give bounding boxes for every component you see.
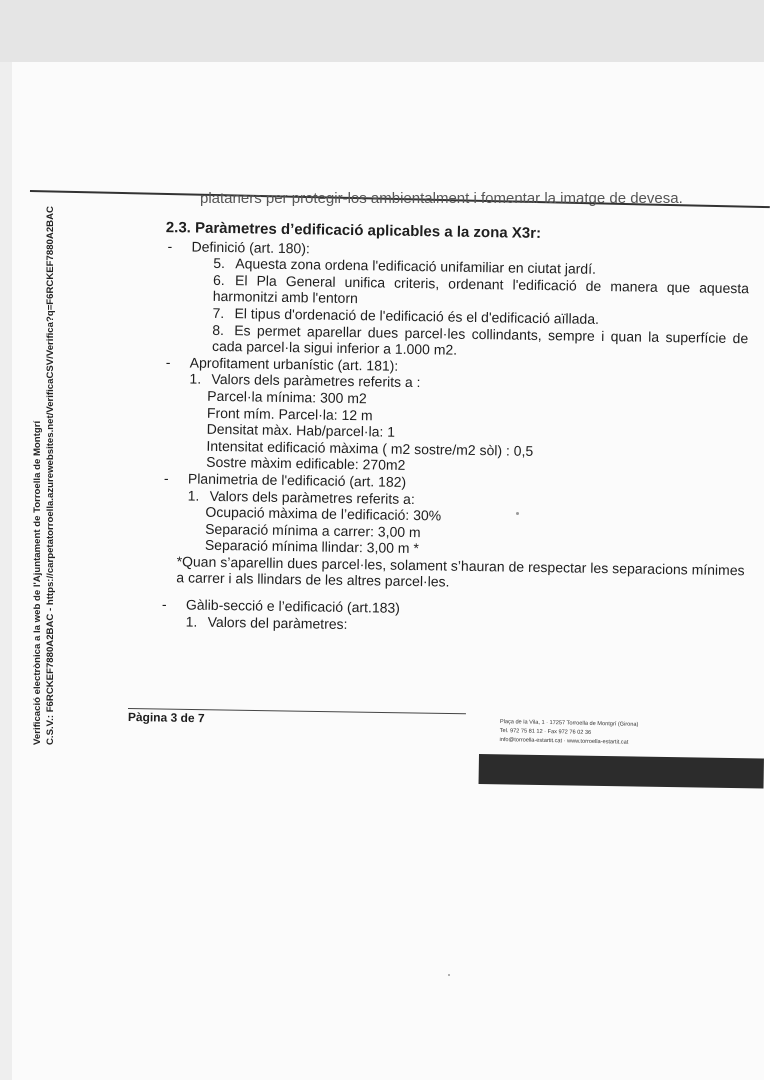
- footer-band: [479, 754, 764, 788]
- parameter-value: Intensitat edificació màxima ( m2 sostre/m2 sòl) : 0,5: [206, 437, 534, 459]
- planimetria-heading: - Planimetria de l'edificació (art. 182): [163, 470, 407, 490]
- aprofitament-heading: - Aprofitament urbanístic (art. 181):: [165, 353, 399, 374]
- page-number: Pàgina 3 de 7: [127, 710, 205, 726]
- bullet-dash: -: [161, 596, 167, 613]
- scan-speck: [448, 974, 450, 976]
- bullet-dash: -: [163, 470, 169, 487]
- parameter-value: Ocupació màxima de l’edificació: 30%: [205, 503, 442, 524]
- list-item: 8. Es permet aparellar dues parcel·les collindants, sempre i quan la superfície de cada parcel·la sigui inferior a 1.000 m2.: [211, 321, 749, 358]
- csv-verification-link[interactable]: C.S.V.: F6RCKEF7880A2BAC - https://carpetatorroella.azurewebsites.net/VerificaCSV/Verifica?q=F6RCKEF7880A2BAC: [45, 206, 56, 745]
- bullet-dash: -: [165, 353, 171, 370]
- galib-heading: - Gàlib-secció e l’edificació (art.183): [161, 596, 401, 616]
- list-item: 1. Valors dels paràmetres referits a :: [189, 370, 421, 391]
- list-item: 5. Aquesta zona ordena l'edificació unifamiliar en ciutat jardí.: [213, 255, 597, 278]
- list-item: 1. Valors dels paràmetres referits a:: [187, 486, 415, 507]
- parameter-value: Densitat màx. Hab/parcel·la: 1: [206, 420, 396, 440]
- list-item: 7. El tipus d'ordenació de l'edificació és el d'edificació aïllada.: [212, 304, 600, 327]
- verification-sidebar: [31, 185, 57, 745]
- parameter-value: Separació mínima llindar: 3,00 m *: [204, 537, 419, 557]
- list-item: 6. El Pla General unifica criteris, ordenant l'edificació de manera que aquesta harmonitzi amb l'entorn: [212, 271, 750, 307]
- scan-speck: [516, 512, 519, 515]
- section-content: [154, 220, 750, 638]
- parameter-value: Separació mínima a carrer: 3,00 m: [205, 520, 421, 540]
- list-item: 1. Valors del paràmetres:: [185, 613, 348, 632]
- footnote: *Quan s’aparellin dues parcel·les, solament s’hauran de respectar les separacions mínimes a carrer i als llindars de les altres parcel·les.: [176, 553, 745, 591]
- contact-links[interactable]: info@torroella-estartit.cat · www.torroella-estartit.cat: [499, 736, 629, 746]
- cut-off-text-line: plataners per protegir-los ambientalment i fomentar la imatge de devesa.: [200, 190, 683, 207]
- parameter-value: Parcel·la mínima: 300 m2: [207, 387, 367, 407]
- parameter-value: Front mím. Parcel·la: 12 m: [206, 404, 373, 423]
- verification-line: Verificació electrònica a la web de l'Ajuntament de Torroella de Montgrí: [32, 420, 43, 745]
- phone-line: Tel. 972 75 81 12 · Fax 972 76 02 36: [499, 727, 592, 736]
- definicio-heading: - Definició (art. 180):: [167, 237, 310, 256]
- bullet-dash: -: [167, 237, 173, 254]
- footer-address: [499, 718, 638, 748]
- scan-left-margin: [0, 62, 12, 1080]
- scan-top-margin: [0, 0, 764, 62]
- address-line: Plaça de la Vila, 1 · 17257 Torroella de Montgrí (Girona): [499, 718, 639, 728]
- parameter-value: Sostre màxim edificable: 270m2: [206, 454, 406, 474]
- section-title: 2.3. Paràmetres d’edificació aplicables a la zona X3r:: [165, 219, 542, 242]
